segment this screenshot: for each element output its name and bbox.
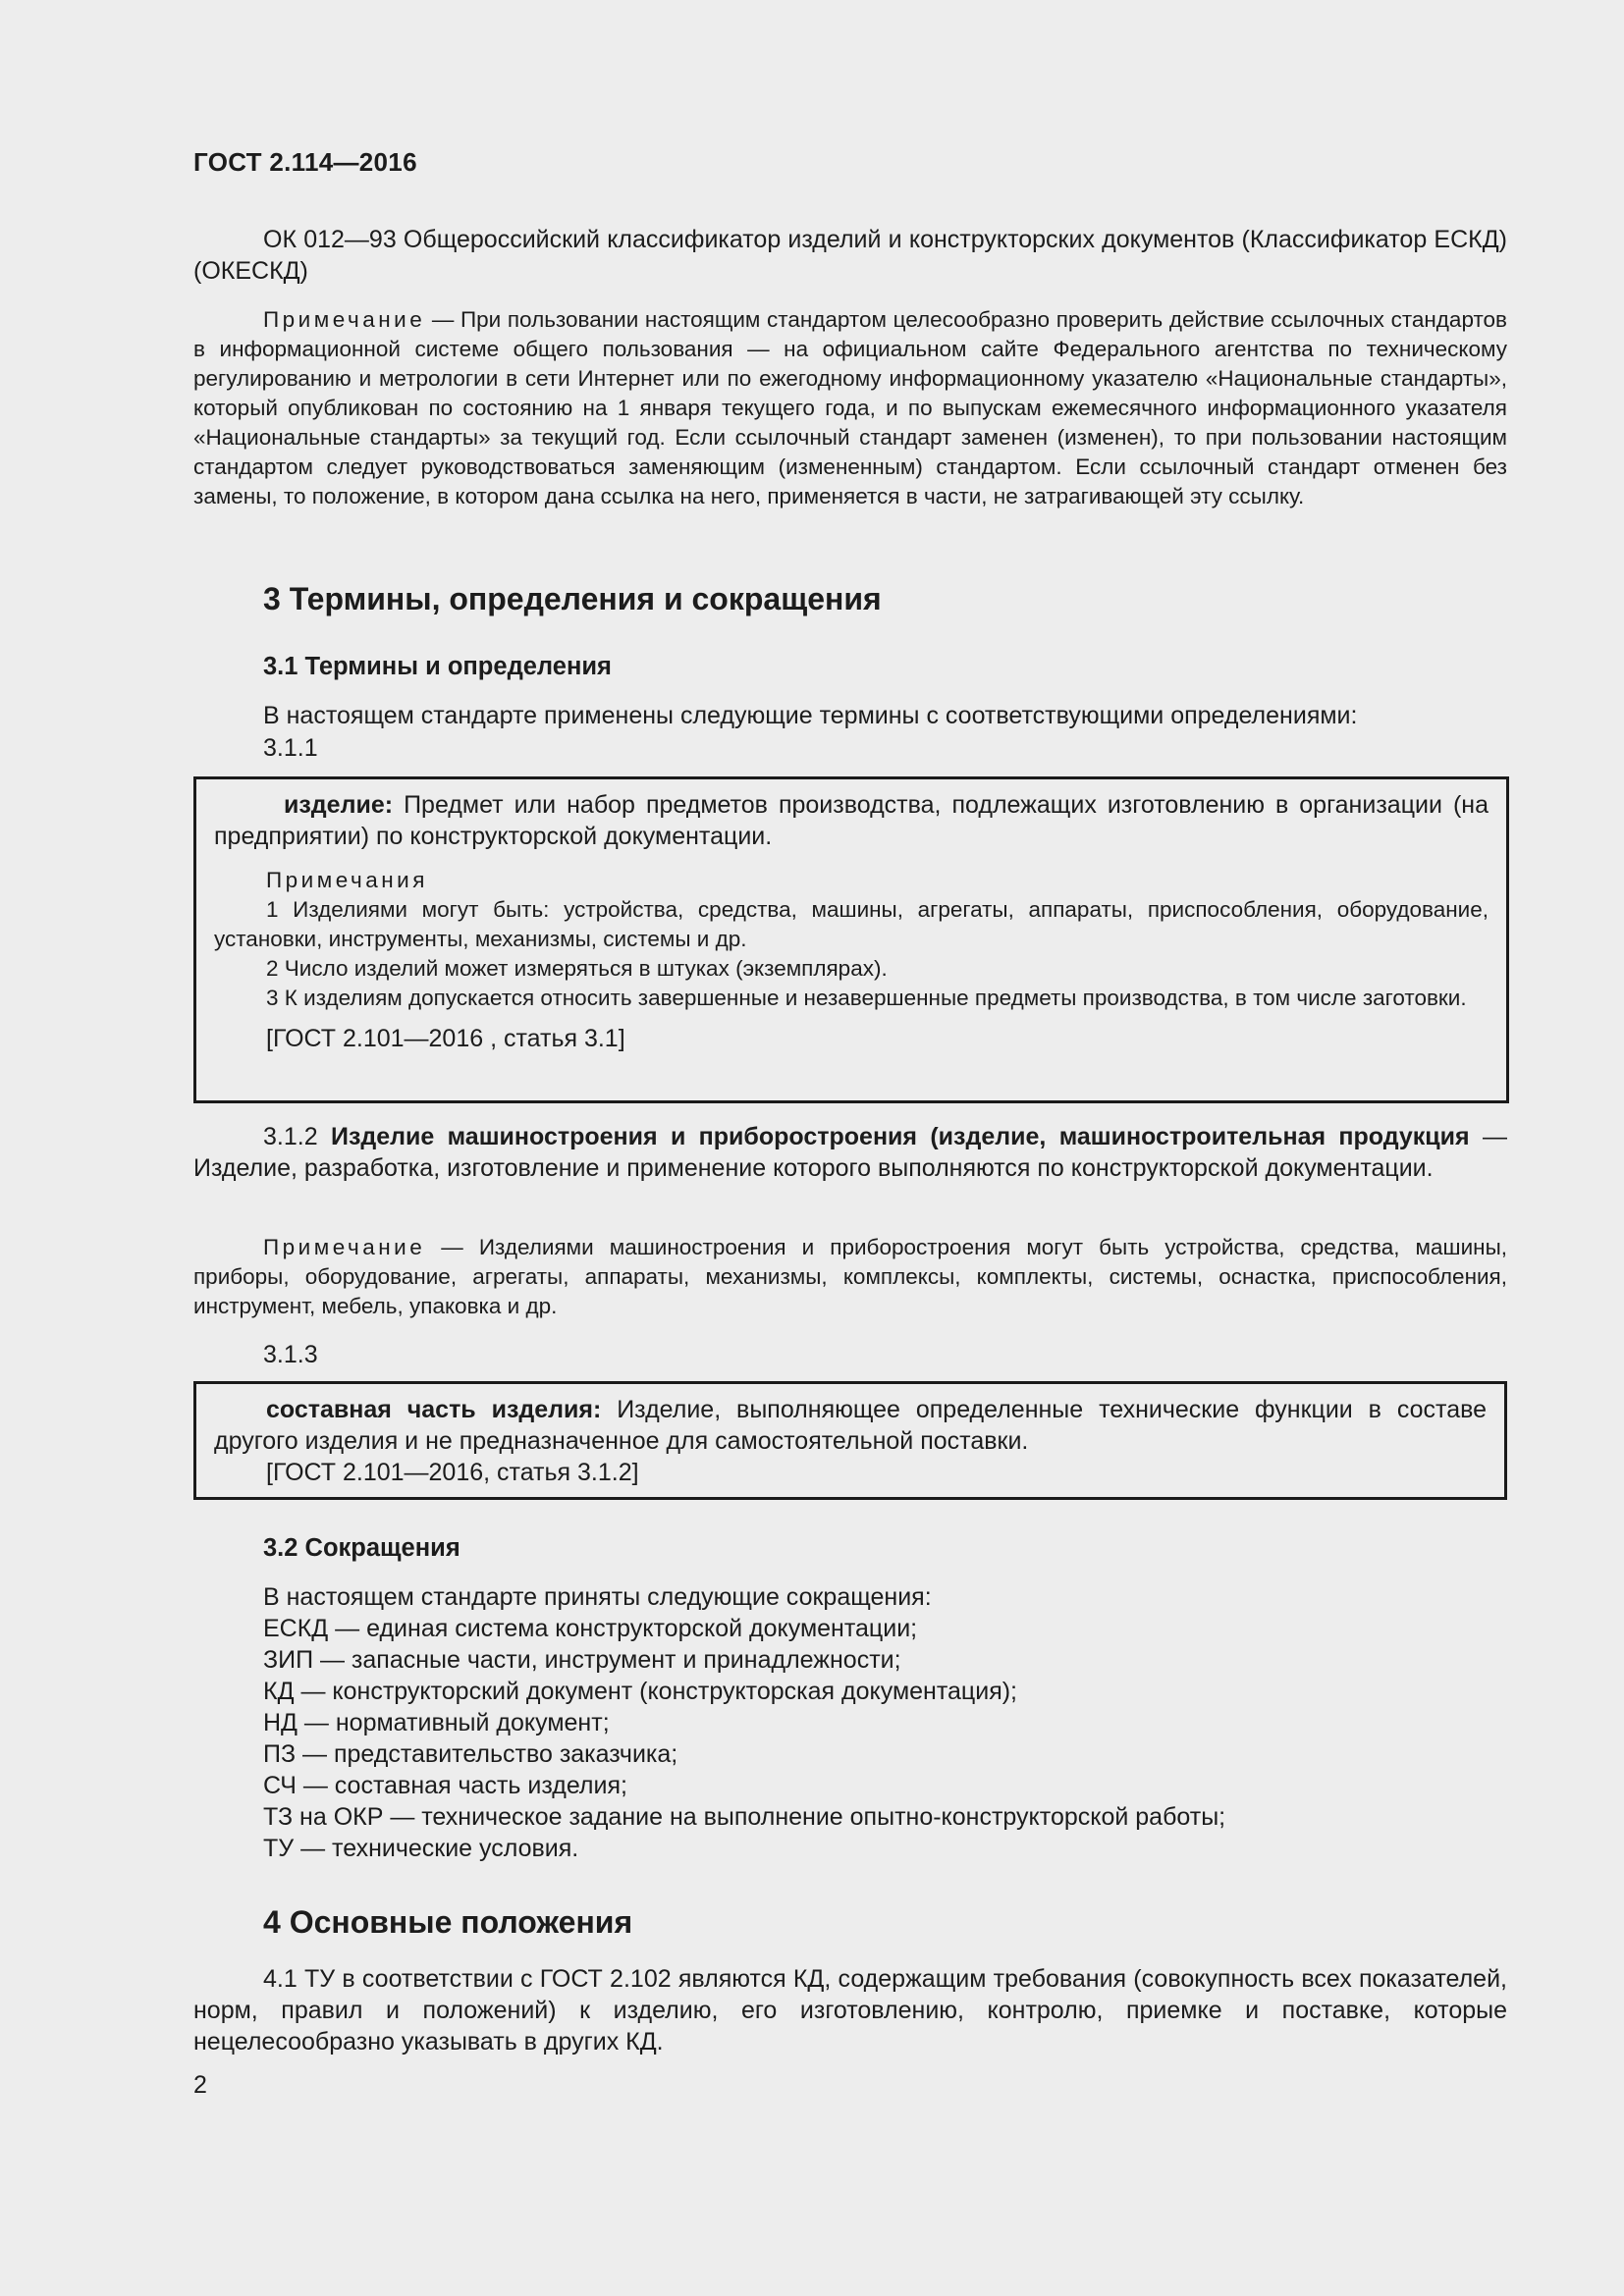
list-item: ТЗ на ОКР — техническое задание на выполнение опытно-конструкторской работы; — [263, 1803, 1226, 1831]
list-item: КД — конструкторский документ (конструкторская документация); — [263, 1678, 1018, 1705]
list-item: ТУ — технические условия. — [263, 1835, 579, 1862]
term-3-1-2: 3.1.2 Изделие машиностроения и приборостроения (изделие, машиностроительная продукция — Изделие, разработка, изготовление и применение которого выполняются по конструкторской документации. — [193, 1123, 1507, 1182]
list-item: ЕСКД — единая система конструкторской документации; — [263, 1615, 918, 1642]
note-text: — При пользовании настоящим стандартом целесообразно проверить действие ссылочных стандартов в информационной системе общего пользования — на официальном сайте Федерального агентства по техническому регулированию и метрологии в сети Интернет или по ежегодному информационному указателю «Национальные стандарты», который опубликован по состоянию на 1 января текущего года, и по выпускам ежемесячного информационного указателя «Национальные стандарты» за текущий год. Если ссылочный стандарт заменен (изменен), то при пользовании настоящим стандартом следует руководствоваться заменяющим (измененным) стандартом. Если ссылочный стандарт отменен без замены, то положение, в котором дана ссылка на него, применяется в части, не затрагивающей эту ссылку. — [193, 307, 1507, 508]
page-number: 2 — [193, 2071, 207, 2099]
paragraph-4-1: 4.1 ТУ в соответствии с ГОСТ 2.102 являются КД, содержащим требования (совокупность всех показателей, норм, правил и положений) к изделию, его изготовлению, контролю, приемке и поставке, которые нецелесообразно указывать в других КД. — [193, 1965, 1507, 2056]
term-3-1-1-box — [193, 776, 1509, 1103]
term-3-1-1-term: изделие: — [284, 791, 394, 819]
term-3-1-1-note-2: 2 Число изделий может измеряться в штуках (экземплярах). — [266, 956, 888, 981]
document-code: ГОСТ 2.114—2016 — [193, 147, 417, 177]
term-3-1-3-box — [193, 1381, 1507, 1500]
term-3-1-3-number: 3.1.3 — [263, 1341, 318, 1368]
ok-reference: ОК 012—93 Общероссийский классификатор изделий и конструкторских документов (Классификатор ЕСКД) (ОКЕСКД) — [193, 226, 1507, 285]
subsection-3-2-title: 3.2 Сокращения — [263, 1534, 460, 1562]
term-3-1-1-number: 3.1.1 — [263, 734, 318, 762]
abbreviations-list — [263, 1581, 1225, 1864]
term-3-1-2-note: Примечание — Изделиями машиностроения и приборостроения могут быть устройства, средства, машины, приборы, оборудование, агрегаты, аппараты, механизмы, комплексы, комплекты, системы, оснастка, приспособления, инструмент, мебель, упаковка и др. — [193, 1235, 1507, 1318]
term-3-1-1-note-1: 1 Изделиями могут быть: устройства, средства, машины, агрегаты, аппараты, приспособления, оборудование, установки, инструменты, механизмы, системы и др. — [214, 897, 1489, 951]
list-item: СЧ — составная часть изделия; — [263, 1772, 627, 1799]
term-3-1-1-notes-label: Примечания — [266, 868, 428, 892]
subsection-3-1-intro: В настоящем стандарте применены следующие термины с соответствующими определениями: — [263, 702, 1358, 729]
section-4-title: 4 Основные положения — [263, 1904, 633, 1940]
term-3-1-3-source: [ГОСТ 2.101—2016, статья 3.1.2] — [266, 1459, 639, 1486]
subsection-3-1-title: 3.1 Термины и определения — [263, 653, 612, 680]
term-3-1-2-term: Изделие машиностроения и приборостроения (изделие, машиностроительная продукция — [330, 1123, 1470, 1150]
list-item: ПЗ — представительство заказчика; — [263, 1740, 678, 1768]
term-3-1-1-definition: изделие: Предмет или набор предметов производства, подлежащих изготовлению в организации (на предприятии) по конструкторской документации. — [214, 791, 1489, 850]
section-3-title: 3 Термины, определения и сокращения — [263, 581, 882, 616]
term-3-1-1-source: [ГОСТ 2.101—2016 , статья 3.1] — [266, 1025, 625, 1052]
term-3-1-1-note-3: 3 К изделиям допускается относить завершенные и незавершенные предметы производства, в том числе заготовки. — [266, 986, 1467, 1010]
note-label: Примечание — [263, 307, 426, 332]
list-item: В настоящем стандарте приняты следующие сокращения: — [263, 1583, 932, 1611]
list-item: НД — нормативный документ; — [263, 1709, 610, 1736]
term-3-1-3-definition: составная часть изделия: Изделие, выполняющее определенные технические функции в составе другого изделия и не предназначенное для самостоятельной поставки. — [214, 1396, 1487, 1455]
reference-note — [193, 305, 1507, 511]
list-item: ЗИП — запасные части, инструмент и принадлежности; — [263, 1646, 901, 1674]
term-3-1-3-term: составная часть изделия: — [266, 1396, 602, 1423]
